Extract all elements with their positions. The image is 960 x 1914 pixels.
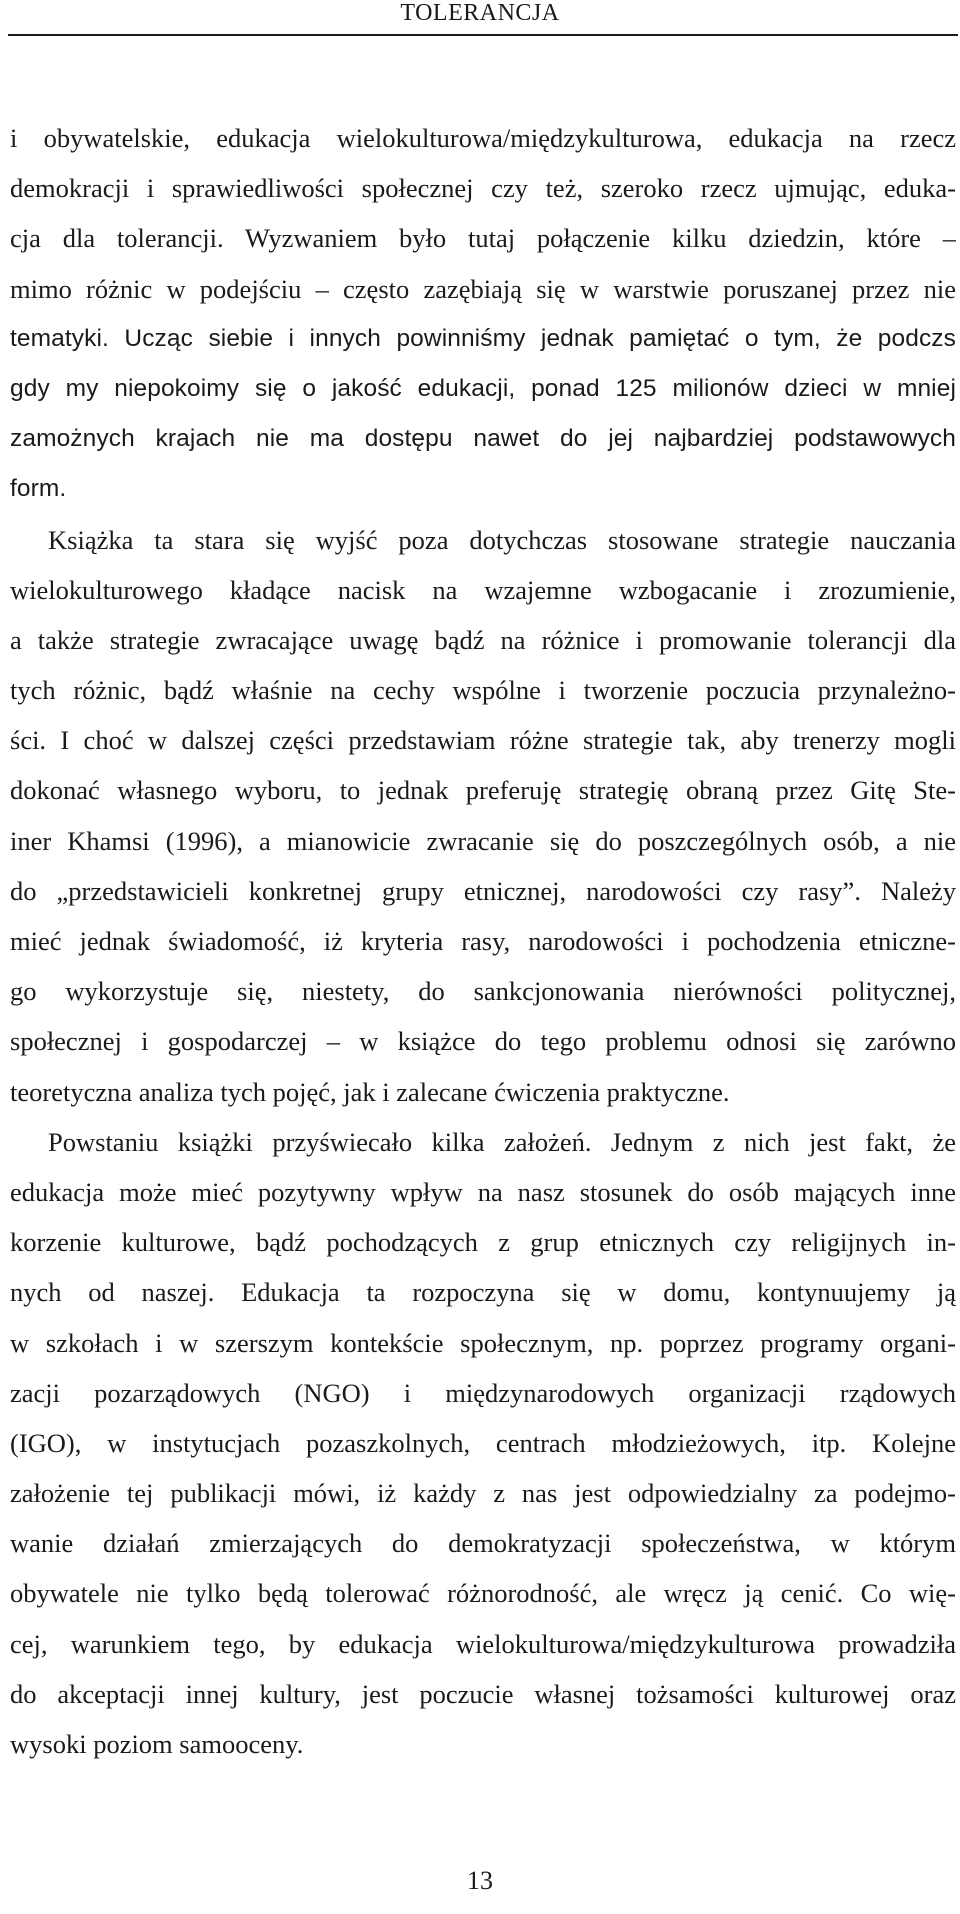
text-line: mimo różnic w podejściu – często zazębiają się w warstwie poruszanej przez nie	[10, 273, 956, 304]
text-line: do akceptacji innej kultury, jest poczucie własnej tożsamości kulturowej oraz	[10, 1678, 956, 1709]
text-line: gdy my niepokoimy się o jakość edukacji, ponad 125 milionów dzieci w mniej	[10, 374, 956, 402]
text-line: tematyki. Ucząc siebie i innych powinniśmy jednak pamiętać o tym, że podczs	[10, 324, 956, 352]
text-line: go wykorzystuje się, niestety, do sankcjonowania nierówności politycznej,	[10, 976, 956, 1007]
text-line: Książka ta stara się wyjść poza dotychczas stosowane strategie nauczania	[48, 524, 956, 555]
text-line: mieć jednak świadomość, iż kryteria rasy, narodowości i pochodzenia etniczne-	[10, 926, 956, 956]
text-line: ści. I choć w dalszej części przedstawiam różne strategie tak, aby trenerzy mogli	[10, 725, 956, 756]
text-line: teoretyczna analiza tych pojęć, jak i zalecane ćwiczenia praktyczne.	[10, 1076, 730, 1107]
text-line: Powstaniu książki przyświecało kilka założeń. Jednym z nich jest fakt, że	[48, 1126, 956, 1157]
text-line: cej, warunkiem tego, by edukacja wielokulturowa/międzykulturowa prowadziła	[10, 1628, 956, 1659]
paragraph-3	[10, 1117, 956, 1769]
text-line: założenie tej publikacji mówi, iż każdy z nas jest odpowiedzialny za podejmo-	[10, 1478, 956, 1509]
text-line: iner Khamsi (1996), a mianowicie zwracanie się do poszczególnych osób, a nie	[10, 825, 956, 856]
text-line: społecznej i gospodarczej – w książce do tego problemu odnosi się zarówno	[10, 1026, 956, 1057]
text-line: obywatele nie tylko będą tolerować różnorodność, ale wręcz ją cenić. Co wię-	[10, 1578, 956, 1609]
text-line: a także strategie zwracające uwagę bądź na różnice i promowanie tolerancji dla	[10, 624, 956, 655]
text-line: demokracji i sprawiedliwości społecznej czy też, szeroko rzecz ujmując, eduka-	[10, 173, 956, 204]
running-head-title: TOLERANCJA	[400, 0, 560, 26]
text-line: i obywatelskie, edukacja wielokulturowa/międzykulturowa, edukacja na rzecz	[10, 123, 956, 153]
text-line: tych różnic, bądź właśnie na cechy wspólne i tworzenie poczucia przynależno-	[10, 675, 956, 706]
paragraph-2	[10, 515, 956, 1117]
body-text	[10, 113, 956, 1769]
text-line: dokonać własnego wyboru, to jednak preferuję strategię obraną przez Gitę Ste-	[10, 775, 956, 806]
text-line: w szkołach i w szerszym kontekście społecznym, np. poprzez programy organi-	[10, 1327, 956, 1358]
text-line: zamożnych krajach nie ma dostępu nawet do jej najbardziej podstawowych	[10, 425, 956, 453]
text-line: wanie działań zmierzających do demokratyzacji społeczeństwa, w którym	[10, 1528, 956, 1559]
page-number: 13	[467, 1866, 493, 1895]
text-line: wielokulturowego kładące nacisk na wzajemne wzbogacanie i zrozumienie,	[10, 574, 956, 605]
text-line: wysoki poziom samooceny.	[10, 1729, 304, 1759]
text-line: (IGO), w instytucjach pozaszkolnych, centrach młodzieżowych, itp. Kolejne	[10, 1427, 956, 1458]
paragraph-1	[10, 113, 956, 515]
text-line: cja dla tolerancji. Wyzwaniem było tutaj połączenie kilku dziedzin, które –	[10, 223, 956, 254]
header-rule	[8, 34, 958, 36]
text-line: edukacja może mieć pozytywny wpływ na nasz stosunek do osób mających inne	[10, 1176, 956, 1207]
text-line: do „przedstawicieli konkretnej grupy etnicznej, narodowości czy rasy”. Należy	[10, 875, 956, 906]
text-line: zacji pozarządowych (NGO) i międzynarodowych organizacji rządowych	[10, 1377, 956, 1408]
text-line: korzenie kulturowe, bądź pochodzących z grup etnicznych czy religijnych in-	[10, 1227, 956, 1258]
text-line: form.	[10, 475, 67, 503]
text-line: nych od naszej. Edukacja ta rozpoczyna się w domu, kontynuujemy ją	[10, 1277, 956, 1308]
